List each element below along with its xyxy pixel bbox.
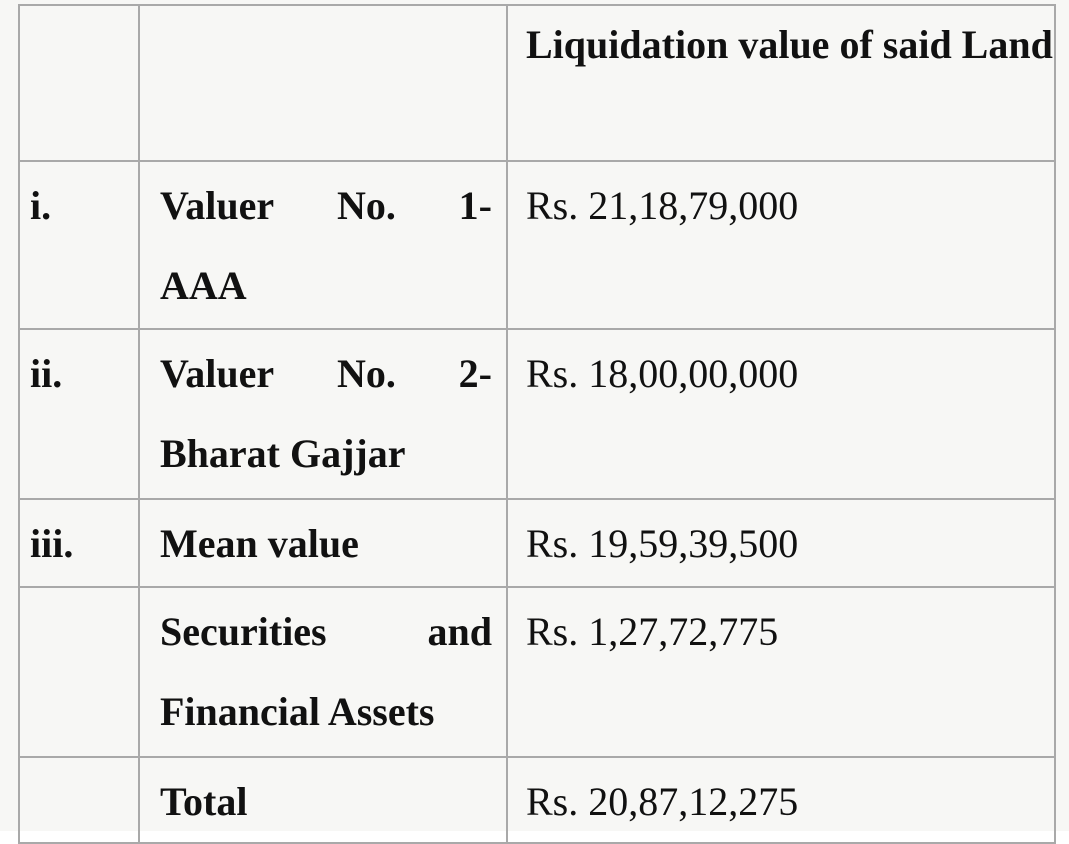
row-serial [19,587,139,757]
row-description-word: No. [336,351,396,396]
header-cell-liquidation-value: Liquidation value of said Land [507,5,1055,161]
table-header-row [19,5,1055,161]
row-description-word: Valuer [160,351,275,396]
row-value: Rs. 18,00,00,000 [507,329,1055,499]
liquidation-value-table [18,4,1056,844]
table-row [19,161,1055,329]
header-cell-description [139,5,507,161]
row-description-line [160,592,492,672]
row-value-total: Rs. 20,87,12,275 [507,757,1055,843]
table-row [19,499,1055,587]
row-value: Rs. 19,59,39,500 [507,499,1055,587]
row-description-word: No. [336,183,396,228]
row-serial: iii. [19,499,139,587]
row-description-line: AAA [160,263,247,308]
row-value: Rs. 21,18,79,000 [507,161,1055,329]
table-row [19,587,1055,757]
row-description-word: Valuer [160,183,275,228]
row-description [139,161,507,329]
row-description-word: 1- [458,183,492,228]
row-serial [19,757,139,843]
row-description-line [160,166,492,246]
row-description: Mean value [139,499,507,587]
row-description-word: 2- [458,351,492,396]
row-serial: ii. [19,329,139,499]
row-description: Total [139,757,507,843]
row-description-word: Securities [160,609,327,654]
row-description [139,587,507,757]
row-serial: i. [19,161,139,329]
row-description-line: Bharat Gajjar [160,431,406,476]
header-cell-serial [19,5,139,161]
row-description [139,329,507,499]
row-description-line [160,334,492,414]
row-value: Rs. 1,27,72,775 [507,587,1055,757]
row-description-word: and [427,609,492,654]
row-description-line: Financial Assets [160,689,435,734]
table-row [19,329,1055,499]
table-row-total [19,757,1055,843]
